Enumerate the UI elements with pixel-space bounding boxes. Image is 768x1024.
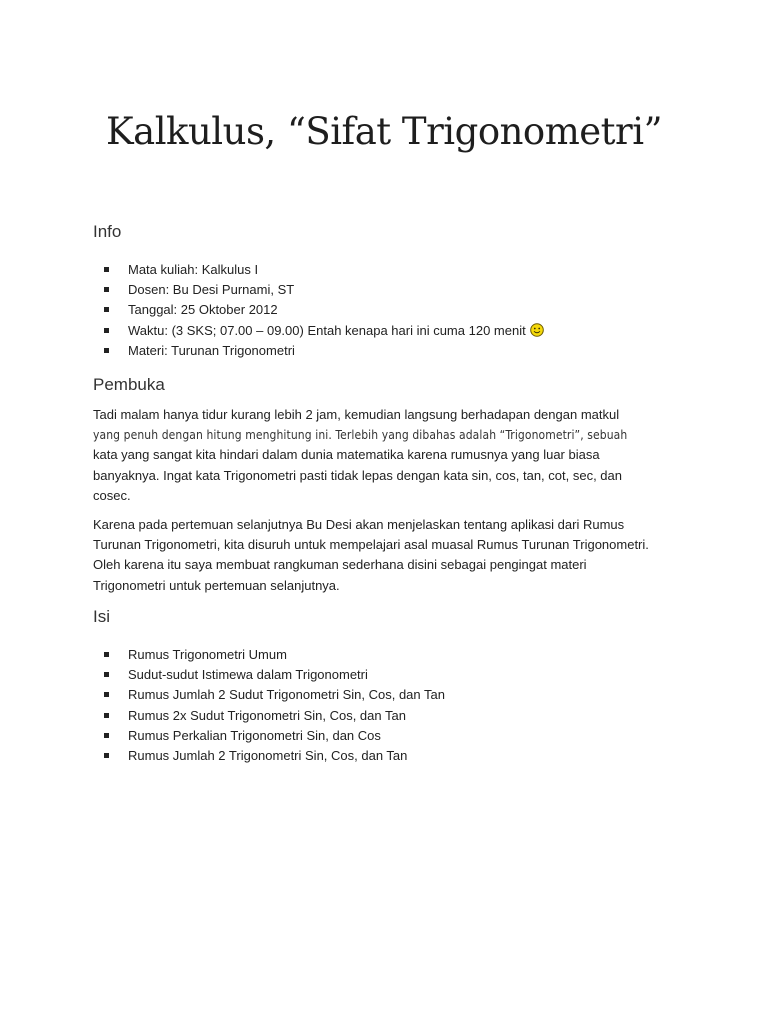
list-item (93, 341, 544, 361)
list-item (93, 746, 445, 766)
list-item-text: Rumus Trigonometri Umum (128, 647, 287, 662)
paragraph-line: kata yang sangat kita hindari dalam dunia matematika karena rumusnya yang luar biasa (93, 447, 600, 463)
list-item (93, 260, 544, 280)
list-item-text: Rumus 2x Sudut Trigonometri Sin, Cos, dan Tan (128, 707, 406, 723)
list-item-text: Mata kuliah: Kalkulus I (128, 262, 259, 277)
bullet-icon (104, 692, 109, 697)
list-item (93, 726, 445, 746)
bullet-icon (104, 348, 109, 353)
list-item (93, 685, 445, 705)
list-item (93, 300, 544, 320)
intro-paragraph-2 (93, 515, 693, 596)
bullet-icon (104, 733, 109, 738)
list-item-text: Tanggal: 25 Oktober 2012 (128, 302, 278, 318)
section-heading-pembuka: Pembuka (93, 375, 165, 394)
bullet-icon (104, 328, 109, 333)
list-item (93, 645, 445, 665)
paragraph-line: Trigonometri untuk pertemuan selanjutnya. (93, 577, 340, 593)
list-item (93, 321, 544, 341)
bullet-icon (104, 713, 109, 718)
bullet-icon (104, 267, 109, 272)
paragraph-line: Tadi malam hanya tidur kurang lebih 2 jam, kemudian langsung berhadapan dengan matkul (93, 407, 620, 422)
list-item-text: Dosen: Bu Desi Purnami, ST (128, 282, 295, 298)
paragraph-line: Turunan Trigonometri, kita disuruh untuk mempelajari asal muasal Rumus Turunan Trigonometri. (93, 537, 649, 553)
section-heading-info: Info (93, 222, 122, 241)
list-item (93, 665, 445, 685)
isi-list (93, 645, 445, 766)
list-item-text: Sudut-sudut Istimewa dalam Trigonometri (128, 667, 368, 683)
intro-paragraph-1 (93, 405, 693, 506)
bullet-icon (104, 307, 109, 312)
bullet-icon (104, 753, 109, 758)
section-heading-isi: Isi (93, 607, 110, 626)
list-item-text: Rumus Perkalian Trigonometri Sin, dan Cos (128, 727, 381, 743)
bullet-icon (104, 672, 109, 677)
paragraph-line: Karena pada pertemuan selanjutnya Bu Desi akan menjelaskan tentang aplikasi dari Rumus (93, 517, 625, 532)
bullet-icon (104, 287, 109, 292)
list-item-text: Waktu: (3 SKS; 07.00 – 09.00) Entah kenapa hari ini cuma 120 menit (128, 322, 526, 338)
paragraph-line: banyaknya. Ingat kata Trigonometri pasti tidak lepas dengan kata sin, cos, tan, cot, sec, dan (93, 467, 622, 483)
page-title: Kalkulus, “Sifat Trigonometri” (106, 110, 662, 153)
paragraph-line: cosec. (93, 487, 131, 503)
smiley-icon (530, 323, 544, 337)
list-item (93, 280, 544, 300)
bullet-icon (104, 652, 109, 657)
paragraph-line: Oleh karena itu saya membuat rangkuman sederhana disini sebagai pengingat materi (93, 557, 587, 573)
info-list (93, 260, 544, 361)
list-item-text: Rumus Jumlah 2 Sudut Trigonometri Sin, Cos, dan Tan (128, 687, 445, 703)
list-item-text: Materi: Turunan Trigonometri (128, 342, 295, 358)
list-item-text: Rumus Jumlah 2 Trigonometri Sin, Cos, dan Tan (128, 747, 408, 763)
list-item (93, 706, 445, 726)
paragraph-line: yang penuh dengan hitung menghitung ini. Terlebih yang dibahas adalah “Trigonometri”, sebuah (93, 428, 628, 443)
